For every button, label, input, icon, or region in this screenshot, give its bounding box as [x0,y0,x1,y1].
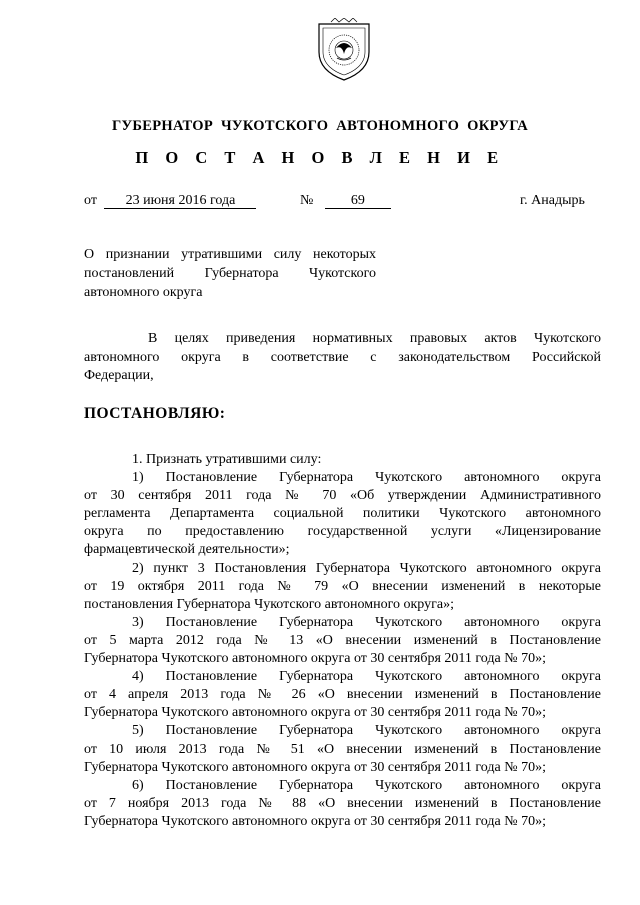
subitem-6-line: 6) Постановление Губернатора Чукотского автономного округа [132,777,601,793]
subitem-1-line: фармацевтической деятельности»; [84,542,290,558]
coat-of-arms-emblem [313,18,375,82]
subitem-6-line: от 7 ноября 2013 года № 88 «О внесении изменений в Постановление [84,795,601,811]
decree-body [84,451,601,831]
subitem-2-line: от 19 октября 2011 года № 79 «О внесении изменений в некоторые [84,578,601,594]
city: г. Анадырь [520,193,585,208]
subitem-4-line: 4) Постановление Губернатора Чукотского автономного округа [132,669,601,685]
number-label: № [300,193,314,208]
subitem-3-line: 3) Постановление Губернатора Чукотского автономного округа [132,614,601,630]
document-subject [84,245,376,302]
preamble-line: автономного округа в соответствие с законодательством Российской [84,349,601,365]
subitem-5-line: Губернатора Чукотского автономного округа от 30 сентября 2011 года № 70»; [84,759,546,775]
date-label: от [84,193,97,208]
subitem-1-line: 1) Постановление Губернатора Чукотского автономного округа [132,470,601,486]
subject-line: постановлений Губернатора Чукотского [84,266,376,281]
date-field [84,193,256,209]
date-value: 23 июня 2016 года [104,193,256,209]
preamble [84,330,601,386]
subitem-2-line: 2) пункт 3 Постановления Губернатора Чукотского автономного округа [132,560,601,576]
subitem-1-line: регламента Департамента социальной политики Чукотского автономного [84,506,601,522]
number-field [300,193,391,209]
subitem-6-line: Губернатора Чукотского автономного округа от 30 сентября 2011 года № 70»; [84,813,546,829]
subitem-3-line: от 5 марта 2012 года № 13 «О внесении изменений в Постановление [84,632,601,648]
subitem-2-line: постановления Губернатора Чукотского автономного округа»; [84,596,454,612]
subitem-4-line: от 4 апреля 2013 года № 26 «О внесении изменений в Постановление [84,687,601,703]
subitem-3-line: Губернатора Чукотского автономного округа от 30 сентября 2011 года № 70»; [84,651,546,667]
preamble-line: В целях приведения нормативных правовых актов Чукотского [148,331,601,346]
item-1: 1. Признать утратившими силу: [132,452,322,467]
preamble-line: Федерации, [84,368,154,383]
subitem-5-line: 5) Постановление Губернатора Чукотского автономного округа [132,723,601,739]
subitem-4-line: Губернатора Чукотского автономного округа от 30 сентября 2011 года № 70»; [84,705,546,721]
subject-line: автономного округа [84,285,203,300]
subject-line: О признании утратившими силу некоторых [84,247,376,262]
document-type: П О С Т А Н О В Л Е Н И Е [135,148,505,167]
subitem-1-line: от 30 сентября 2011 года № 70 «Об утверждении Административного [84,488,601,504]
subitem-5-line: от 10 июля 2013 года № 51 «О внесении изменений в Постановление [84,741,601,757]
number-value: 69 [325,193,391,209]
issuing-authority: ГУБЕРНАТОР ЧУКОТСКОГО АВТОНОМНОГО ОКРУГА [111,118,529,134]
decide-heading: ПОСТАНОВЛЯЮ: [84,405,226,422]
subitem-1-line: округа по предоставлению государственной услуги «Лицензирование [84,524,601,540]
